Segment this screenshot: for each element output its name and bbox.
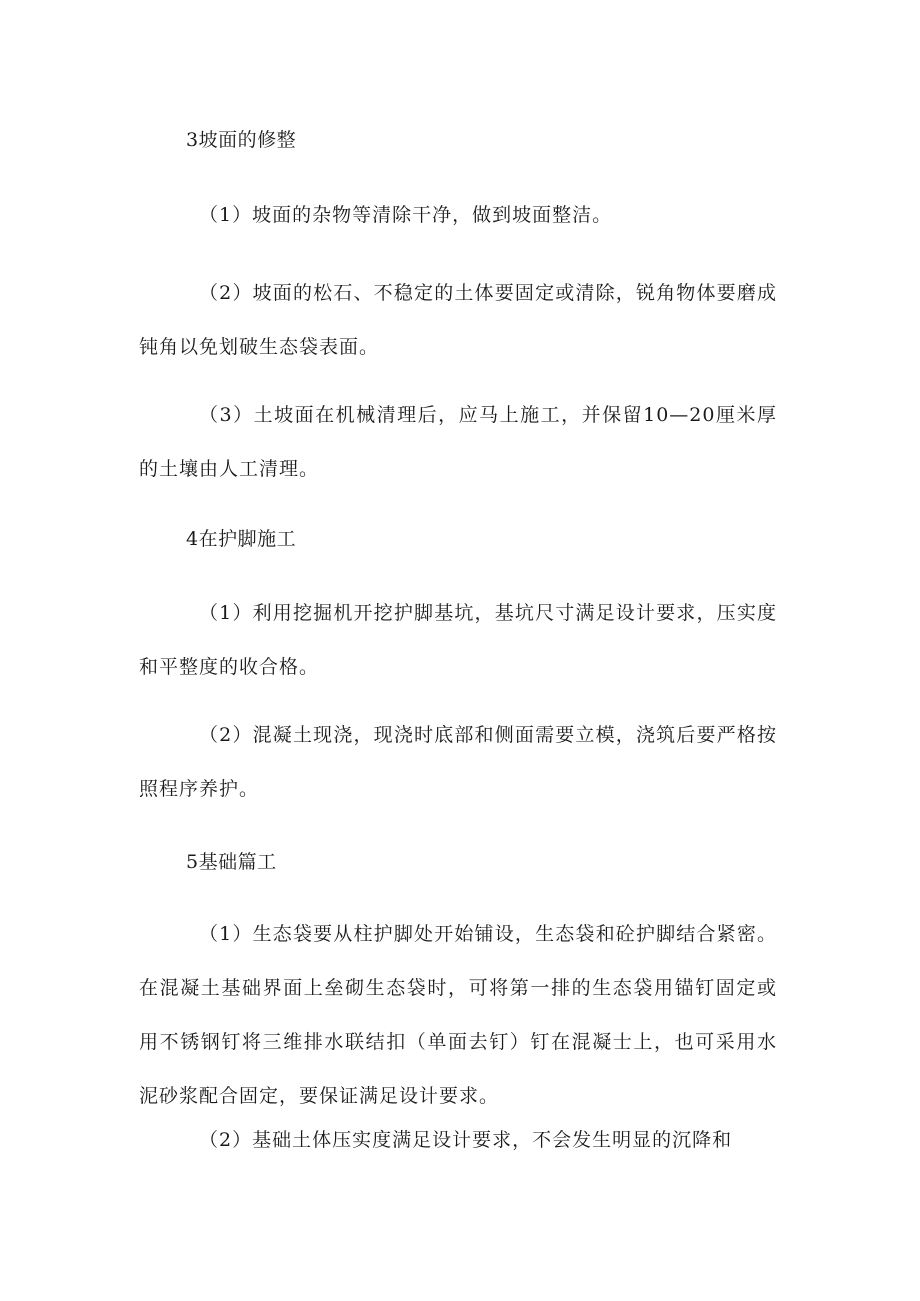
section-heading-5: 5基础篇工	[186, 851, 277, 873]
paragraph-3-3: （3）土坡面在机械清理后，应马上施工，并保留10—20厘米厚的土壤由人工清理。	[139, 404, 777, 480]
paragraph-5-1: （1）生态袋要从柱护脚处开始铺设，生态袋和砼护脚结合紧密。在混凝土基础界面上垒砌生态袋时，可将第一排的生态袋用锚钉固定或用不锈钢钉将三维排水联结扣（单面去钉）钉在混凝士上，也可采用水泥砂浆配合固定，要保证满足设计要求。	[139, 923, 777, 1107]
paragraph-4-2: （2）混凝土现浇，现浇时底部和侧面需要立模，浇筑后要严格按照程序养护。	[139, 724, 777, 800]
paragraph-3-1: （1）坡面的杂物等清除干净，做到坡面整洁。	[199, 204, 613, 226]
paragraph-5-2: （2）基础土体压实度满足设计要求，不会发生明显的沉降和	[199, 1129, 733, 1151]
paragraph-4-1: （1）利用挖掘机开挖护脚基坑，基坑尺寸满足设计要求，压实度和平整度的收合格。	[139, 602, 777, 678]
section-heading-4: 4在护脚施工	[186, 528, 297, 550]
section-heading-3: 3坡面的修整	[186, 129, 297, 151]
paragraph-3-2: （2）坡面的松石、不稳定的土体要固定或清除，锐角物体要磨成钝角以免划破生态袋表面。	[139, 282, 777, 358]
